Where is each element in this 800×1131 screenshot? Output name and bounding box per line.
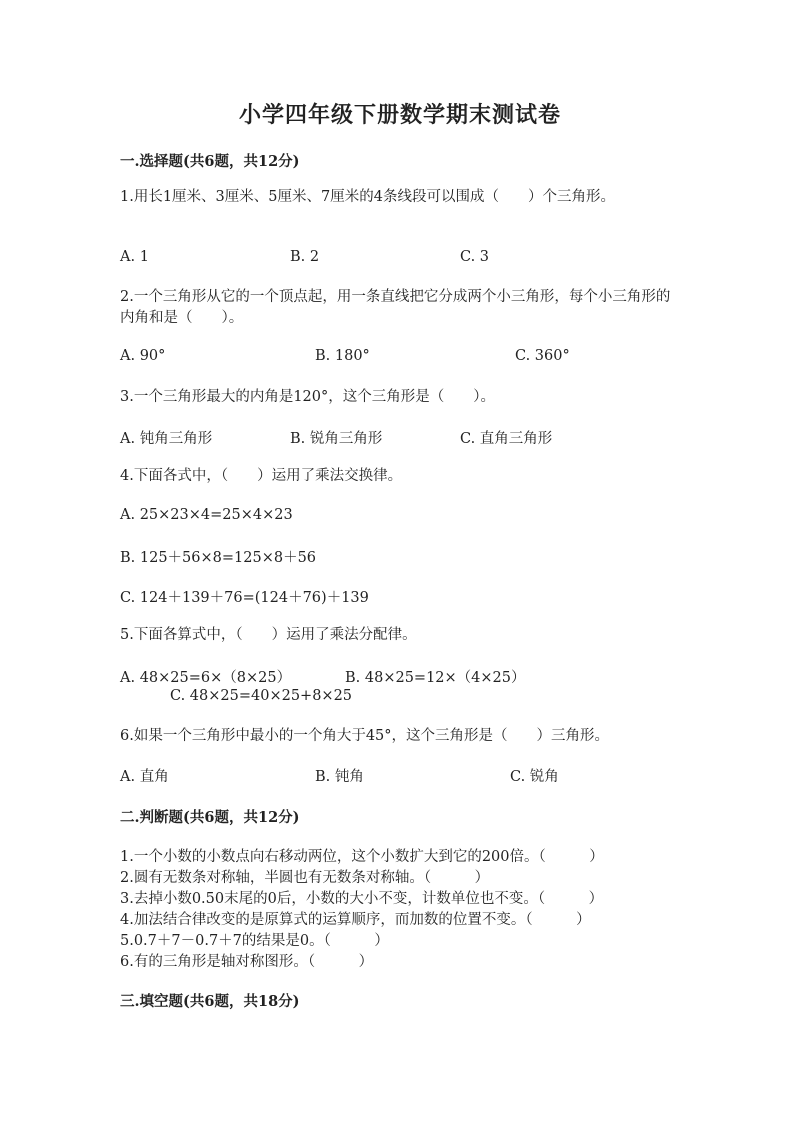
question-1-option-c: C. 3 (460, 249, 490, 265)
question-3-text: 3.一个三角形最大的内角是120°，这个三角形是（ ）。 (120, 389, 496, 405)
question-3-option-b: B. 锐角三角形 (290, 431, 383, 447)
question-6-option-c: C. 锐角 (510, 769, 559, 785)
section-heading-true-false: 二.判断题(共6题，共12分) (120, 809, 300, 826)
question-4-option-a: A. 25×23×4=25×4×23 (120, 507, 293, 523)
question-4-text: 4.下面各式中，（ ）运用了乘法交换律。 (120, 468, 403, 484)
true-false-item-1: 1.一个小数的小数点向右移动两位，这个小数扩大到它的200倍。（ ） (120, 849, 604, 865)
question-5-option-b: B. 48×25=12×（4×25） (345, 670, 526, 686)
question-4-option-c: C. 124＋139＋76=(124＋76)＋139 (120, 590, 369, 606)
true-false-item-5: 5.0.7＋7－0.7＋7的结果是0。（ ） (120, 933, 389, 949)
section-heading-choice: 一.选择题(共6题，共12分) (120, 153, 300, 170)
question-2-text: 2.一个三角形从它的一个顶点起，用一条直线把它分成两个小三角形，每个小三角形的内角和是（ ）。 (120, 289, 671, 326)
question-3-option-c: C. 直角三角形 (460, 431, 553, 447)
question-4-option-b: B. 125＋56×8=125×8＋56 (120, 550, 317, 566)
question-5-text: 5.下面各算式中，（ ）运用了乘法分配律。 (120, 627, 417, 643)
question-2-option-a: A. 90° (120, 348, 166, 364)
question-5-option-c: C. 48×25=40×25+8×25 (170, 688, 353, 704)
true-false-item-3: 3.去掉小数0.50末尾的0后，小数的大小不变，计数单位也不变。（ ） (120, 891, 604, 907)
question-5-option-a: A. 48×25=6×（8×25） (120, 670, 292, 686)
question-2-option-c: C. 360° (515, 348, 570, 364)
true-false-item-2: 2.圆有无数条对称轴，半圆也有无数条对称轴。（ ） (120, 870, 490, 886)
question-6-option-b: B. 钝角 (315, 769, 364, 785)
section-heading-fill-blank: 三.填空题(共6题，共18分) (120, 993, 300, 1010)
true-false-item-6: 6.有的三角形是轴对称图形。（ ） (120, 954, 374, 970)
question-1-option-b: B. 2 (290, 249, 320, 265)
page-title: 小学四年级下册数学期末测试卷 (238, 102, 561, 128)
true-false-item-4: 4.加法结合律改变的是原算式的运算顺序，而加数的位置不变。（ ） (120, 912, 591, 928)
question-1-text: 1.用长1厘米、3厘米、5厘米、7厘米的4条线段可以围成（ ）个三角形。 (120, 189, 615, 205)
question-1-option-a: A. 1 (120, 249, 149, 265)
question-6-option-a: A. 直角 (120, 769, 169, 785)
question-3-option-a: A. 钝角三角形 (120, 431, 213, 447)
question-2-option-b: B. 180° (315, 348, 370, 364)
question-6-text: 6.如果一个三角形中最小的一个角大于45°，这个三角形是（ ）三角形。 (120, 728, 610, 744)
